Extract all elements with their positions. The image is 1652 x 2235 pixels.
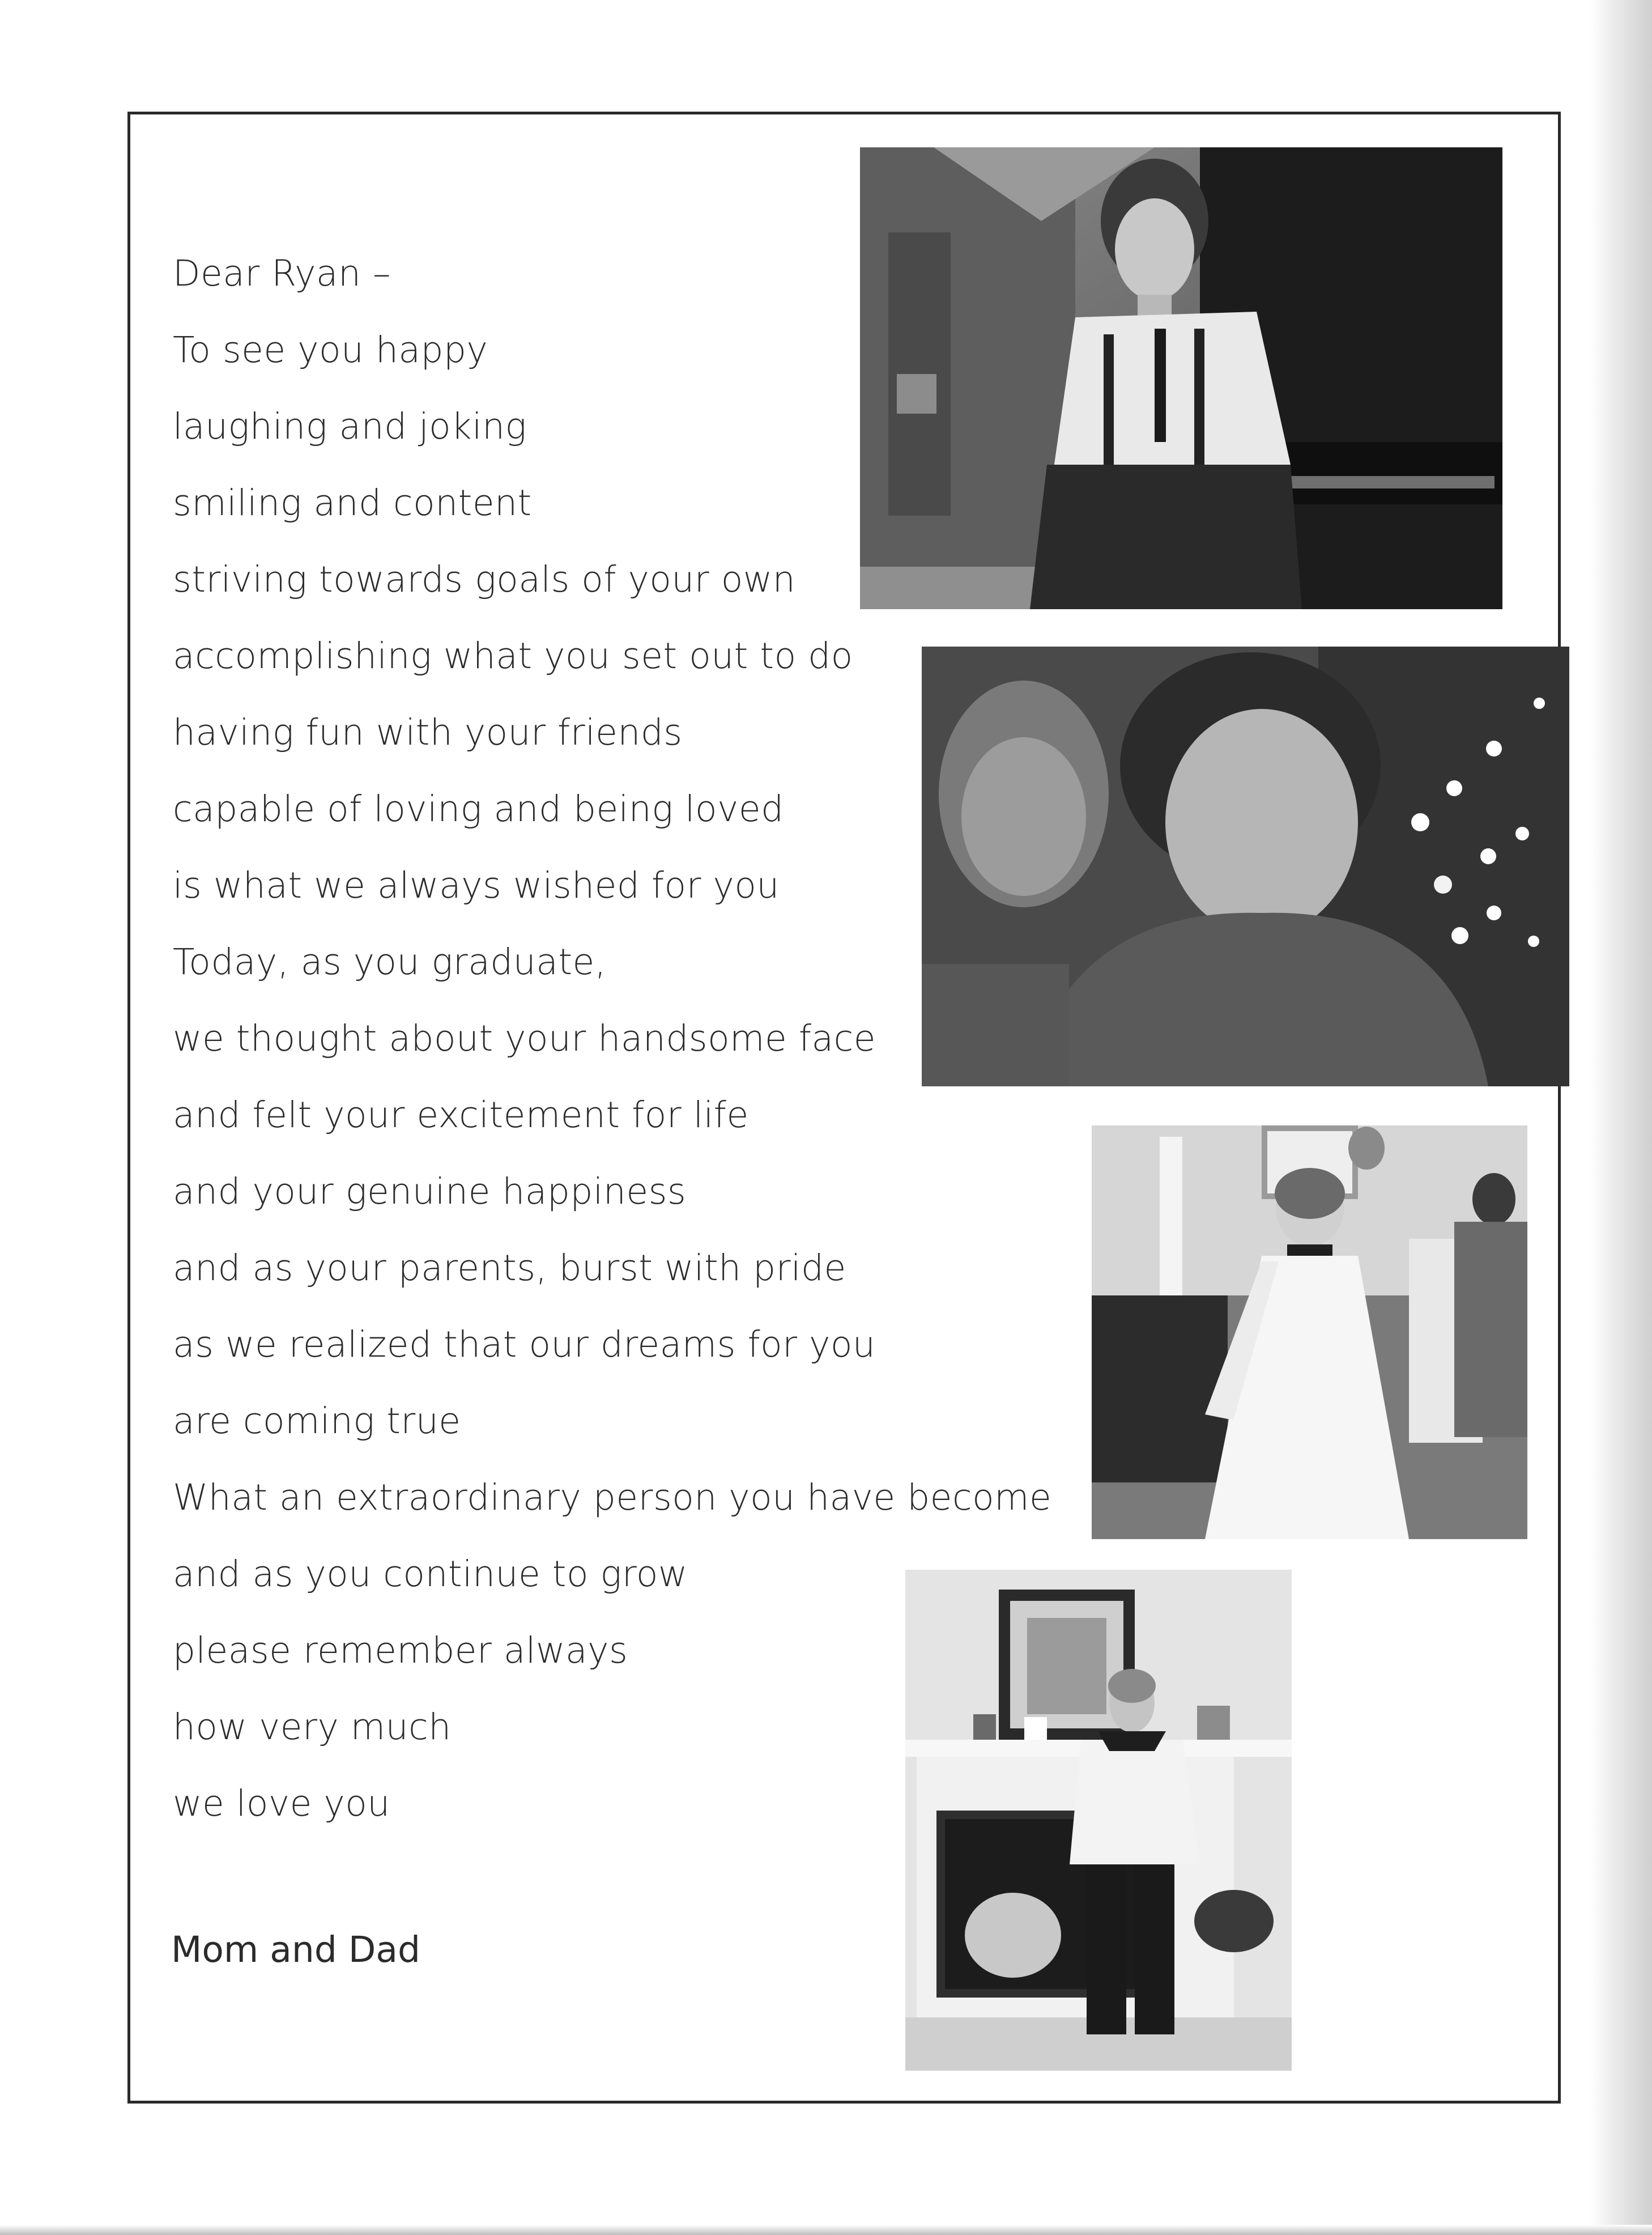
poem-line: please remember always [173,1630,628,1671]
poem-line: accomplishing what you set out to do [173,635,853,677]
poem-line: how very much [173,1706,452,1748]
poem-line: and felt your excitement for life [173,1094,749,1136]
poem-line: are coming true [173,1400,461,1442]
scan-edge-shadow [1590,0,1652,2235]
poem-line: as we realized that our dreams for you [173,1324,876,1365]
poem-greeting: Dear Ryan – [173,253,391,294]
poem-line: capable of loving and being loved [173,788,784,830]
poem-line: we thought about your handsome face [173,1018,876,1059]
photo-boy-by-fireplace [905,1570,1292,2071]
poem-line: Today, as you graduate, [173,941,607,983]
poem-line: laughing and joking [173,406,527,447]
poem-line: and your genuine happiness [173,1171,687,1212]
poem-line: striving towards goals of your own [173,559,796,600]
photo-boy-in-choir-robe [1092,1125,1527,1539]
signature: Mom and Dad [171,1929,420,1970]
poem-line: and as you continue to grow [173,1553,688,1595]
poem-line: we love you [173,1783,390,1824]
poem-line: What an extraordinary person you have become [173,1477,1052,1518]
poem-line: having fun with your friends [173,712,683,753]
poem-line: To see you happy [173,329,488,371]
poem-line: and as your parents, burst with pride [173,1247,846,1289]
scan-bottom-edge [0,2225,1652,2235]
poem-line: is what we always wished for you [173,865,780,906]
poem-line: smiling and content [173,482,532,524]
photo-boy-by-christmas-tree [922,647,1569,1086]
photo-boy-at-piano [860,147,1502,609]
